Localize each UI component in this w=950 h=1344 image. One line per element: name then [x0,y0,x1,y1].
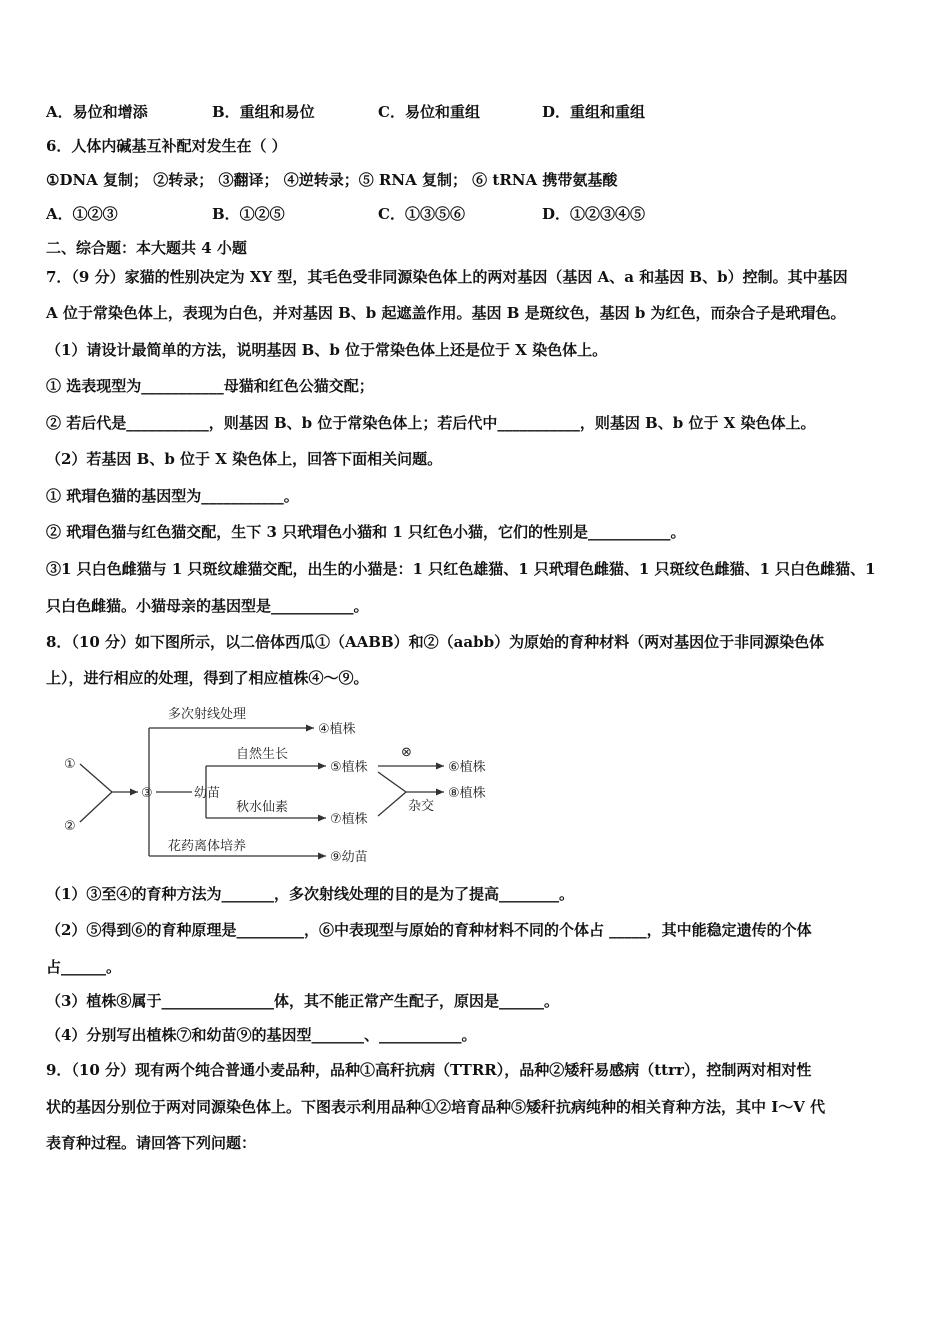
cross-join-lines [378,772,406,816]
node-2: ② [64,819,76,834]
q8-sub2a: （2）⑤得到⑥的育种原理是_________，⑥中表现型与原始的育种材料不同的个体占 _____，其中能稳定遗传的个体 [46,921,812,939]
q7-line2: A 位于常染色体上，表现为白色，并对基因 B、b 起遮盖作用。基因 B 是斑纹色，基因 b 为红色，而杂合子是玳瑁色。 [46,304,846,322]
q8-sub3: （3）植株⑧属于_______________体，其不能正常产生配子，原因是______。 [46,992,559,1010]
selfing-symbol: ⊗ [401,745,412,760]
q7-sub2d: 只白色雌猫。小猫母亲的基因型是___________。 [46,597,369,615]
q9-line2: 状的基因分别位于两对同源染色体上。下图表示利用品种①②培育品种⑤矮秆抗病纯种的相关育种方法，其中 I～V 代 [46,1098,826,1116]
q6-option-d: D．①②③④⑤ [542,205,646,223]
seedling-label: 幼苗 [194,786,221,801]
q9-line3: 表育种过程。请回答下列问题： [46,1134,257,1152]
anther-culture-label: 花药离体培养 [168,839,247,854]
q6-stem: 6．人体内碱基互补配对发生在（ ） [46,137,287,155]
q9-line1: 9．（10 分）现有两个纯合普通小麦品种，品种①高秆抗病（TTRR），品种②矮秆易感病（ttrr），控制两对相对性 [46,1061,812,1079]
q7-sub1a: ① 选表现型为___________母猫和红色公猫交配； [46,377,374,395]
q6-items: ①DNA 复制； ②转录； ③翻译； ④逆转录；⑤ RNA 复制； ⑥ tRNA 携带氨基酸 [46,171,618,189]
q5-option-b: B．重组和易位 [212,103,315,121]
q8-sub2b: 占______。 [46,958,122,976]
q7-line1: 7．（9 分）家猫的性别决定为 XY 型，其毛色受非同源染色体上的两对基因（基因 A、a 和基因 B、b）控制。其中基因 [46,268,848,286]
plant-4: ④植株 [318,722,356,737]
q7-sub1: （1）请设计最简单的方法，说明基因 B、b 位于常染色体上还是位于 X 染色体上。 [46,341,608,359]
q6-option-b: B．①②⑤ [212,205,285,223]
breeding-diagram [56,700,516,875]
cross-label: 杂交 [408,799,435,814]
plant-5: ⑤植株 [330,760,368,775]
q6-option-c: C．①③⑤⑥ [378,205,465,223]
multi-radiation-label: 多次射线处理 [168,707,247,722]
node-3: ③ [141,786,153,801]
plant-8: ⑧植株 [448,786,486,801]
q5-option-a: A．易位和增添 [46,103,148,121]
parent-join-lines [80,764,112,822]
natural-growth-label: 自然生长 [236,747,289,762]
section-title: 二、综合题：本大题共 4 小题 [46,239,247,257]
plant-7: ⑦植株 [330,812,368,827]
q7-sub2b: ② 玳瑁色猫与红色猫交配，生下 3 只玳瑁色小猫和 1 只红色小猫，它们的性别是___________。 [46,523,686,541]
colchicine-label: 秋水仙素 [236,800,289,815]
node-1: ① [64,757,76,772]
q8-sub1: （1）③至④的育种方法为_______，多次射线处理的目的是为了提高________。 [46,885,574,903]
plant-6: ⑥植株 [448,760,486,775]
q8-line1: 8．（10 分）如下图所示，以二倍体西瓜①（AABB）和②（aabb）为原始的育种材料（两对基因位于非同源染色体 [46,633,825,651]
q7-sub2c: ③1 只白色雌猫与 1 只斑纹雄猫交配，出生的小猫是：1 只红色雄猫、1 只玳瑁色雌猫、1 只斑纹色雌猫、1 只白色雌猫、1 [46,560,876,578]
q8-sub4: （4）分别写出植株⑦和幼苗⑨的基因型_______、___________。 [46,1026,477,1044]
q6-option-a: A．①②③ [46,205,118,223]
q7-sub2: （2）若基因 B、b 位于 X 染色体上，回答下面相关问题。 [46,450,443,468]
q8-line2: 上），进行相应的处理，得到了相应植株④～⑨。 [46,669,369,687]
seedling-9: ⑨幼苗 [330,850,368,865]
q7-sub2a: ① 玳瑁色猫的基因型为___________。 [46,487,299,505]
q7-sub1b: ② 若后代是___________，则基因 B、b 位于常染色体上；若后代中___________，则基因 B、b 位于 X 染色体上。 [46,414,816,432]
q5-option-d: D．重组和重组 [542,103,646,121]
q5-option-c: C．易位和重组 [378,103,480,121]
